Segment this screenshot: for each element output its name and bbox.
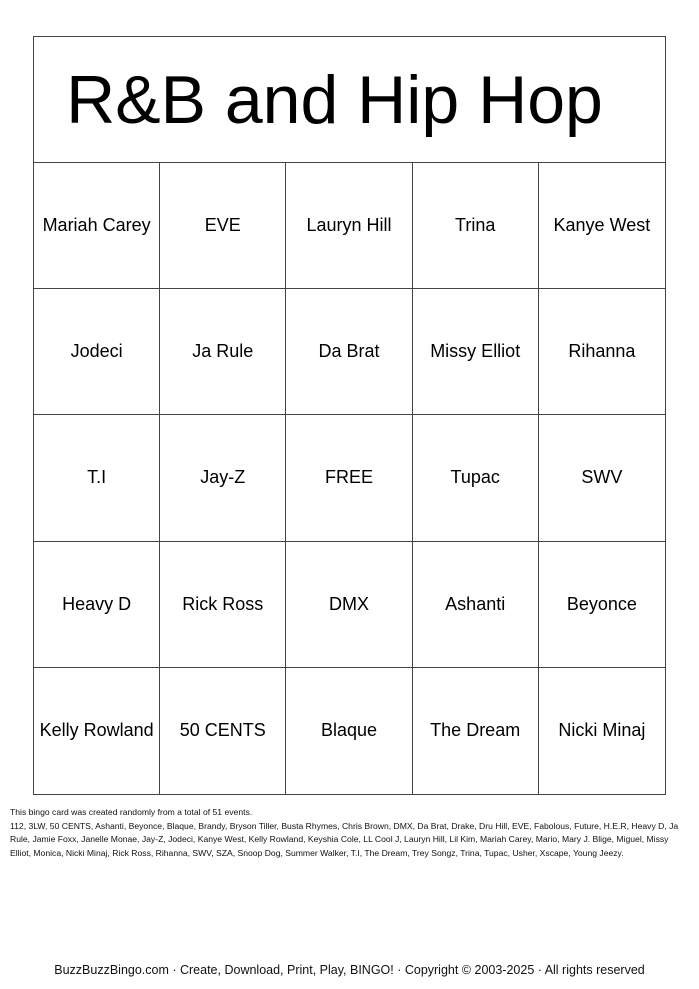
bingo-cell: Da Brat [286,289,412,415]
bingo-cell: Ja Rule [160,289,286,415]
bingo-cell: Heavy D [34,542,160,668]
title-box [34,37,665,163]
bingo-cell: Rick Ross [160,542,286,668]
bingo-cell: The Dream [413,668,539,794]
bingo-cell: Jodeci [34,289,160,415]
bingo-cell: Kelly Rowland [34,668,160,794]
bingo-cell: Ashanti [413,542,539,668]
bingo-cell: Trina [413,163,539,289]
bingo-cell: Rihanna [539,289,665,415]
bingo-card [33,36,666,795]
bingo-cell: Beyonce [539,542,665,668]
bingo-cell: Mariah Carey [34,163,160,289]
bingo-cell: Tupac [413,415,539,541]
bingo-cell: Jay-Z [160,415,286,541]
bingo-grid [34,163,665,794]
bingo-cell: Blaque [286,668,412,794]
card-title: R&B and Hip Hop [66,61,603,138]
bingo-cell: Lauryn Hill [286,163,412,289]
bingo-cell: Nicki Minaj [558,720,646,741]
bingo-cell: 50 CENTS [160,668,286,794]
bingo-cell: DMX [286,542,412,668]
bingo-cell: Kanye West [539,163,665,289]
info-summary: This bingo card was created randomly from a total of 51 events. [10,807,253,817]
bingo-free-cell: FREE [286,415,412,541]
info-events-list: 112, 3LW, 50 CENTS, Ashanti, Beyonce, Blaque, Brandy, Bryson Tiller, Busta Rhymes, Chris Brown, DMX, Da Brat, Drake, Dru Hill, EVE, Fabolous, Future, H.E.R, Heavy D, Ja Rule, Jamie Foxx, Janelle Monae, Jay-Z, Jodeci, Kanye West, Kelly Rowland, Keyshia Cole, LL Cool J, Lauryn Hill, Lil Kim, Mariah Carey, Mario, Mary J. Blige, Miguel, Missy Elliot, Monica, Nicki Minaj, Rick Ross, Rihanna, SWV, SZA, Snoop Dog, Summer Walker, T.I, The Dream, Trey Songz, Trina, Tupac, Usher, Xscape, Young Jeezy. [10,820,679,858]
page-footer: BuzzBuzzBingo.com · Create, Download, Print, Play, BINGO! · Copyright © 2003-2025 · All rights reserved [54,963,645,977]
bingo-cell: Missy Elliot [413,289,539,415]
card-info [10,806,690,860]
bingo-cell: SWV [539,415,665,541]
bingo-cell: EVE [160,163,286,289]
bingo-cell: T.I [34,415,160,541]
